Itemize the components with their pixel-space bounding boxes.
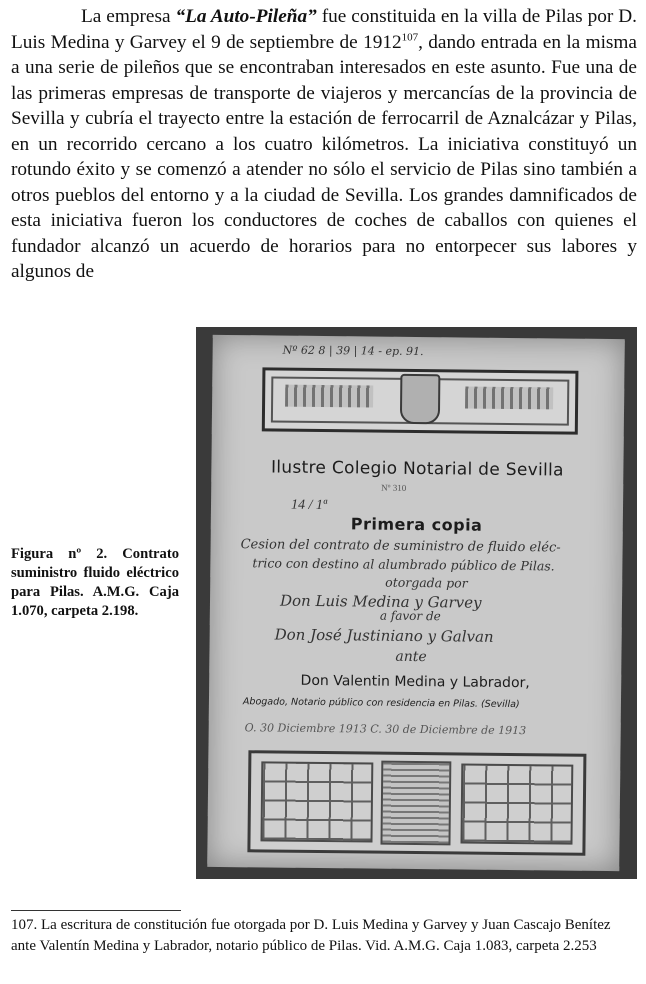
ornament-grid <box>460 763 573 844</box>
notarial-folder <box>207 335 625 871</box>
handwritten-line-1: Cesion del contrato de suministro de fluido eléc- <box>240 537 561 556</box>
handwritten-line-2: trico con destino al alumbrado público de Pilas. <box>252 555 555 574</box>
document-photo <box>196 327 637 879</box>
footnote: 107. La escritura de constitución fue otorgada por D. Luis Medina y Garvey y Juan Cascajo Benítez ante Valentín Medina y Labrador, notario público de Pilas. Vid. A.M.G. Caja 1.083, carpeta 2.253 <box>11 917 611 954</box>
copy-number: 14 / 1ª <box>290 497 327 514</box>
document-dates: O. 30 Diciembre 1913 C. 30 de Diciembre de 1913 <box>244 721 527 738</box>
notary-name: Don Valentin Medina y Labrador, <box>300 672 530 692</box>
handwritten-line-6: Don José Justiniano y Galvan <box>274 625 494 646</box>
notary-subtitle: Abogado, Notario público con residencia en Pilas. (Sevilla) <box>242 696 520 711</box>
decorative-header-band <box>262 367 579 434</box>
handwritten-line-7: ante <box>395 648 427 666</box>
paragraph-text-end: , dando entrada en la misma a una serie de pileños que se encontraban interesados en este asunto. Fue una de las primeras empresas de transporte de viajeros y mercancías de la provincia de Sevilla y cubría el trayecto entre la estación de ferrocarril de Aznalcázar y Pilas, en un recorrido cercano a los cuatro kilómetros. La iniciativa constituyó un rotundo éxito y se comenzó a atender no sólo el servicio de Pilas sino también a otros pueblos del entorno y a la ciudad de Sevilla. Los grandes damnificados de esta iniciativa fueron los conductores de coches de caballos con quienes el fundador alcanzó un acuerdo de horarios para no entorpecer sus labores y algunos de <box>11 31 637 282</box>
archive-reference: Nº 62 8 | 39 | 14 - ep. 91. <box>282 343 424 359</box>
ornament-panel <box>380 761 451 846</box>
ornament-grid <box>260 761 373 842</box>
protocol-number: Nº 310 <box>381 482 407 493</box>
copy-title: Primera copia <box>350 514 483 535</box>
figure-caption: Figura nº 2. Contrato suministro fluido eléctrico para Pilas. A.M.G. Caja 1.070, carpeta 2.198. <box>11 546 179 619</box>
handwritten-line-3: otorgada por <box>385 574 468 591</box>
paragraph-text-start: La empresa <box>81 6 176 27</box>
footnote-ref[interactable]: 107 <box>401 31 419 44</box>
ornament-pattern <box>285 385 373 408</box>
handwritten-line-5: a favor de <box>379 608 441 624</box>
ornament-pattern <box>465 387 553 410</box>
coat-of-arms-icon <box>400 374 441 424</box>
decorative-footer-band <box>247 750 586 856</box>
college-title: Ilustre Colegio Notarial de Sevilla <box>270 457 564 481</box>
footnote-divider <box>11 910 181 911</box>
paragraph-text-mid: fue constituida en la villa de Pilas por D. Luis Medina y Garvey el 9 de septiembre de 1912 <box>11 6 637 53</box>
handwritten-line-4: Don Luis Medina y Garvey <box>279 591 482 612</box>
body-paragraph <box>11 4 637 285</box>
company-name: “La Auto-Pileña” <box>175 6 317 27</box>
